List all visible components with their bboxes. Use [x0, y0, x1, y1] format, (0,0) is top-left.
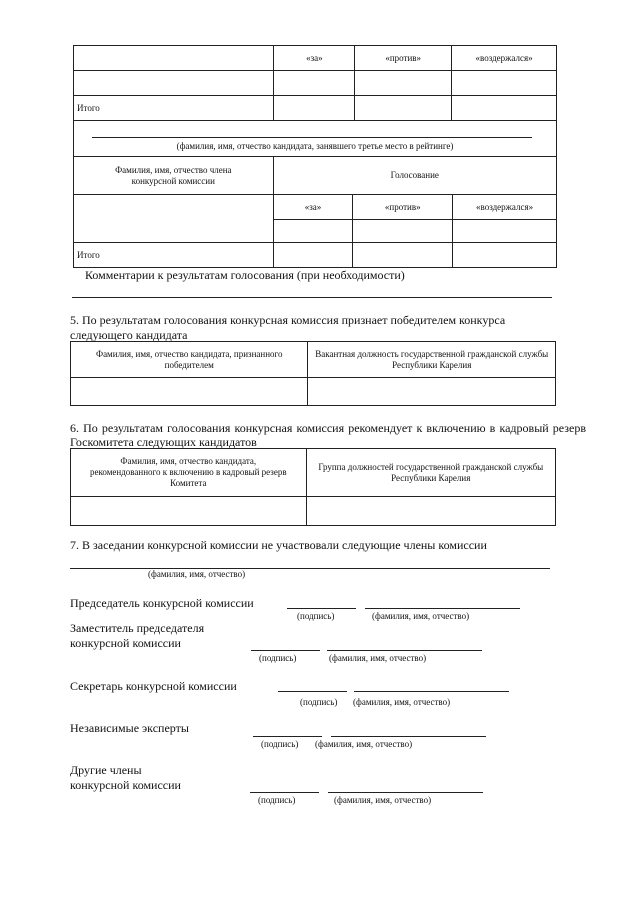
experts-name-caption: (фамилия, имя, отчество)	[315, 739, 413, 749]
voting-header: Голосование	[273, 157, 556, 195]
vote-for-header: «за»	[274, 46, 355, 71]
winner-table	[70, 341, 556, 406]
others-name-caption: (фамилия, имя, отчество)	[334, 795, 432, 805]
vote-table-2	[73, 156, 557, 268]
vote-for-header: «за»	[273, 195, 353, 220]
deputy-name-caption: (фамилия, имя, отчество)	[329, 653, 427, 663]
experts-label: Независимые эксперты	[70, 721, 189, 735]
deputy-sign-line	[251, 650, 320, 651]
vote-abstained-header: «воздержался»	[452, 46, 557, 71]
comments-line	[72, 297, 552, 298]
secretary-name-line	[354, 691, 509, 692]
vacancy-header: Вакантная должность государственной гражданской службы Республики Карелия	[308, 342, 556, 378]
deputy-sign-caption: (подпись)	[259, 653, 297, 663]
chairman-sign-line	[287, 608, 356, 609]
vote-against-header: «против»	[355, 46, 452, 71]
deputy-label-line2: конкурсной комиссии	[70, 636, 181, 650]
total-label: Итого	[74, 96, 274, 121]
chairman-label: Председатель конкурсной комиссии	[70, 596, 254, 610]
experts-sign-line	[253, 736, 322, 737]
others-sign-line	[250, 792, 319, 793]
absent-members-caption: (фамилия, имя, отчество)	[148, 569, 246, 579]
secretary-name-caption: (фамилия, имя, отчество)	[353, 697, 451, 707]
reserve-name-header: Фамилия, имя, отчество кандидата, рекомендованного к включению в кадровый резерв Комитета	[71, 449, 307, 497]
others-sign-caption: (подпись)	[258, 795, 296, 805]
third-place-line	[92, 137, 532, 138]
vote-against-header: «против»	[353, 195, 453, 220]
secretary-sign-line	[278, 691, 347, 692]
section6-text: 6. По результатам голосования конкурсная комиссия рекомендует к включению в кадровый резерв Госкомитета следующих кандидатов	[70, 421, 586, 449]
winner-name-header: Фамилия, имя, отчество кандидата, признанного победителем	[71, 342, 308, 378]
member-header: Фамилия, имя, отчество члена конкурсной комиссии	[74, 157, 274, 195]
secretary-sign-caption: (подпись)	[300, 697, 338, 707]
secretary-label: Секретарь конкурсной комиссии	[70, 679, 237, 693]
chairman-name-caption: (фамилия, имя, отчество)	[372, 611, 470, 621]
total-label: Итого	[74, 243, 274, 268]
position-group-header: Группа должностей государственной гражданской службы Республики Карелия	[306, 449, 555, 497]
section7-text: 7. В заседании конкурсной комиссии не участвовали следующие члены комиссии	[70, 538, 487, 552]
vote-abstained-header: «воздержался»	[453, 195, 557, 220]
experts-name-line	[331, 736, 486, 737]
deputy-name-line	[327, 650, 482, 651]
others-label-line1: Другие члены	[70, 763, 142, 777]
chairman-name-line	[365, 608, 520, 609]
absent-members-line	[70, 568, 550, 569]
chairman-sign-caption: (подпись)	[297, 611, 335, 621]
others-name-line	[328, 792, 483, 793]
comments-label: Комментарии к результатам голосования (при необходимости)	[85, 268, 405, 282]
vote-table-1	[73, 45, 557, 121]
reserve-table	[70, 448, 556, 526]
others-label-line2: конкурсной комиссии	[70, 778, 181, 792]
third-place-caption: (фамилия, имя, отчество кандидата, занявшего третье место в рейтинге)	[176, 141, 454, 151]
deputy-label-line1: Заместитель председателя	[70, 621, 205, 635]
section5-text: 5. По результатам голосования конкурсная комиссия признает победителем конкурса следующего кандидата	[70, 313, 506, 342]
experts-sign-caption: (подпись)	[261, 739, 299, 749]
